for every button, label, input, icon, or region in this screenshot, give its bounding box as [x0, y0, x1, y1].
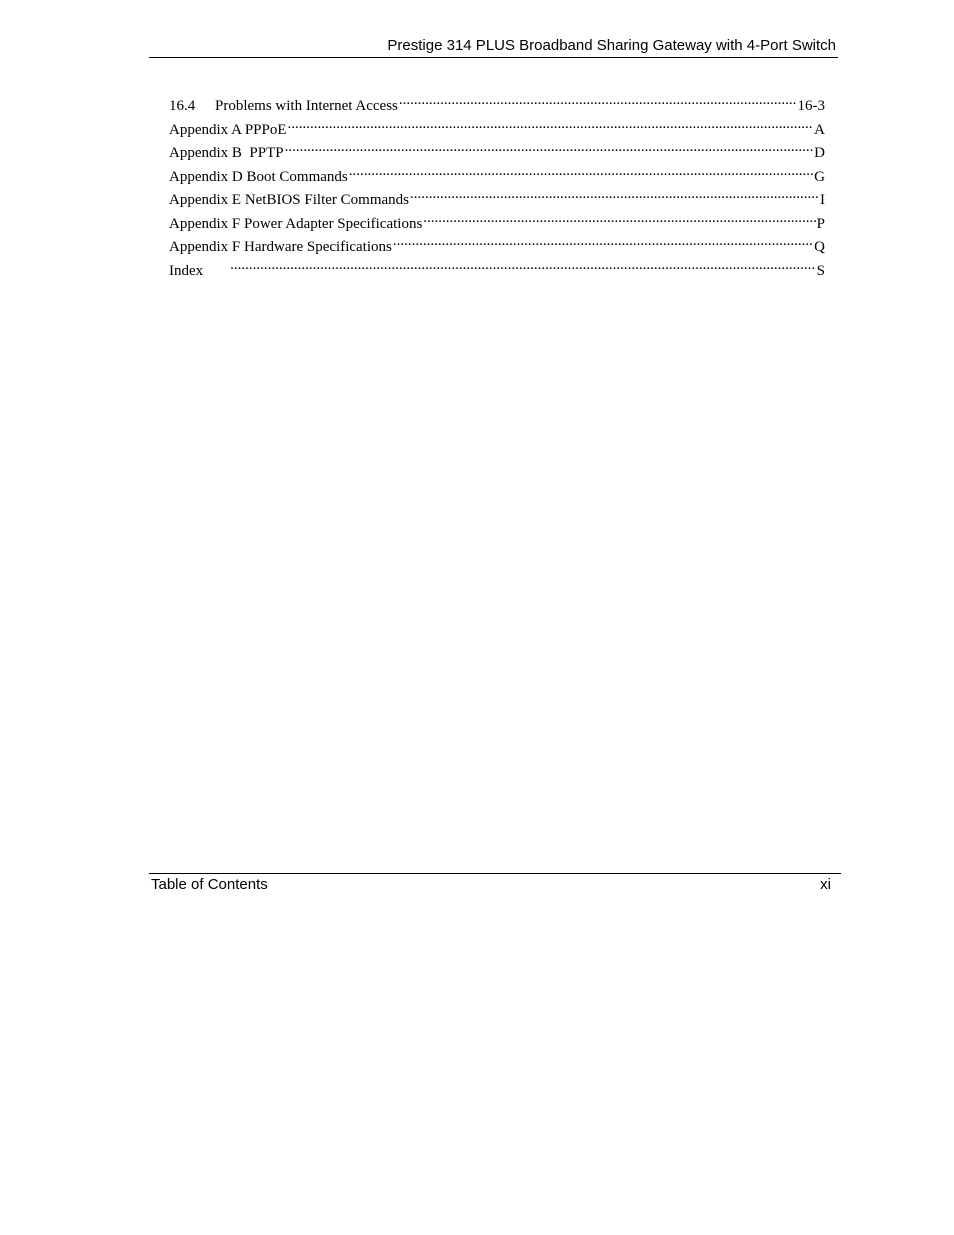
- toc-entry-page: D: [814, 145, 825, 161]
- toc-entry-appendix-b[interactable]: [169, 137, 825, 161]
- toc-entry-title: Appendix A PPPoE: [169, 121, 287, 138]
- footer-section-title: Table of Contents: [151, 876, 268, 893]
- toc-entry-title: Index: [169, 262, 204, 279]
- toc-entry-appendix-f-power[interactable]: [169, 208, 825, 232]
- page-header: [149, 36, 838, 58]
- dot-leader: [410, 184, 819, 204]
- toc-entry-16-4[interactable]: [169, 90, 825, 114]
- toc-entry-page: G: [814, 168, 825, 185]
- toc-entry-page: 16-3: [797, 98, 825, 114]
- dot-leader: [285, 137, 814, 157]
- page-footer: [149, 873, 841, 893]
- dot-leader: [349, 161, 813, 181]
- toc-entry-title: Appendix B PPTP: [169, 145, 284, 161]
- header-title: Prestige 314 PLUS Broadband Sharing Gateway with 4-Port Switch: [387, 37, 836, 54]
- dot-leader: [288, 114, 814, 134]
- toc-entry-index[interactable]: [169, 255, 825, 279]
- footer-page-number: xi: [820, 876, 831, 893]
- toc-entry-page: S: [816, 262, 825, 279]
- dot-leader: [423, 208, 815, 228]
- toc-entry-page: Q: [814, 239, 825, 255]
- toc-entry-page: I: [820, 192, 825, 208]
- dot-leader: [230, 255, 816, 275]
- dot-leader: [399, 90, 797, 110]
- toc-entry-appendix-d[interactable]: [169, 161, 825, 185]
- toc-entry-title: Problems with Internet Access: [215, 98, 398, 114]
- table-of-contents: [169, 90, 825, 278]
- toc-entry-title: Appendix F Power Adapter Specifications: [169, 215, 423, 232]
- toc-entry-title: Appendix F Hardware Specifications: [169, 239, 392, 255]
- toc-entry-appendix-e[interactable]: [169, 184, 825, 208]
- toc-entry-title: Appendix D Boot Commands: [169, 168, 348, 185]
- toc-entry-appendix-f-hardware[interactable]: [169, 231, 825, 255]
- toc-entry-page: A: [814, 121, 825, 138]
- toc-entry-page: P: [816, 215, 825, 232]
- dot-leader: [393, 231, 813, 251]
- toc-entry-appendix-a[interactable]: [169, 114, 825, 138]
- toc-entry-number: 16.4: [169, 98, 196, 114]
- toc-entry-title: Appendix E NetBIOS Filter Commands: [169, 192, 409, 208]
